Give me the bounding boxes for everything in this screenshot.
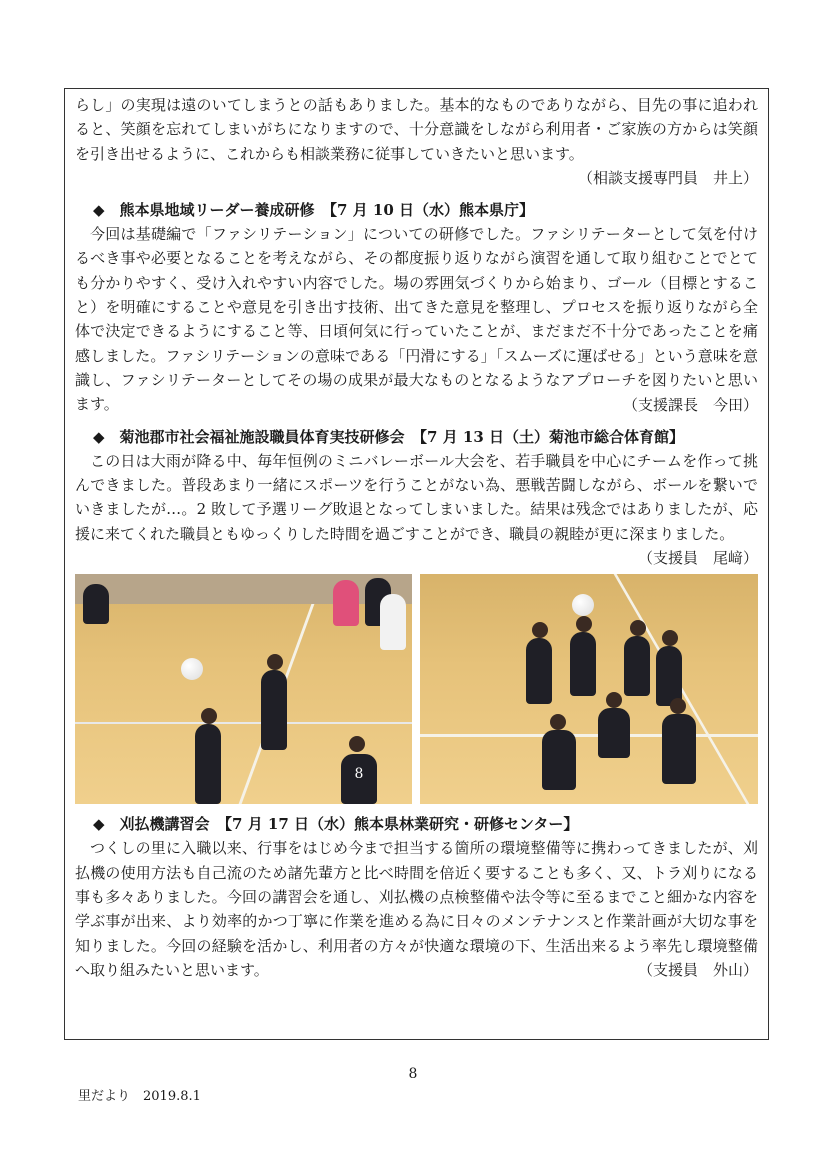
volleyball-game-photo (75, 574, 412, 804)
player-head (630, 620, 646, 636)
player (195, 724, 221, 804)
player-head (349, 736, 365, 752)
section-body-leader-training: 今回は基礎編で「ファシリテーション」についての研修でした。ファシリテーターとして気を付けるべき事や必要となることを考えながら、その都度振り返りながら演習を通して取り組むことでとても分かりやすく、受け入れやすい内容でした。場の雰囲気づくりから始まり、ゴール（目標とすること）を明確にすることや意見を引き出す技術、出てきた意見を整理し、プロセスを振り返りながら全体で決定できるようにすること等、日頃何気に行っていたことが、まだまだ不十分であったことを痛感しました。ファシリテーションの意味である「円滑にする」「スムーズに運ばせる」という意味を意識し、ファシリテーターとしてその場の成果が最大なものとなるようなアプローチを図りたいと思います。 (75, 225, 758, 414)
volleyball-photos (75, 574, 758, 804)
player (380, 594, 406, 650)
player-head (267, 654, 283, 670)
intro-paragraph: らし」の実現は遠のいてしまうとの話もありました。基本的なものでありながら、目先の事に追われると、笑顔を忘れてしまいがちになりますので、十分意識をしながら利用者・ご家族の方からは笑顔を引き出せるように、これからも相談業務に従事していきたいと思います。 (75, 96, 758, 163)
player (542, 730, 576, 790)
player-head (576, 616, 592, 632)
player-head (662, 630, 678, 646)
section-body-brushcutter-course: つくしの里に入職以来、行事をはじめ今まで担当する箇所の環境整備等に携わってきましたが、刈払機の使用方法も自己流のため諸先輩方と比べ時間を倍近く要することも多く、又、トラ刈りになる事も多々ありました。今回の講習会を通し、刈払機の点検整備や法令等に至るまでこと細かな内容を学ぶ事が出来、より効率的かつ丁寧に作業を進める為に日々のメンテナンスと作業計画が大切な事を知りました。今回の経験を活かし、利用者の方々が快適な環境の下、生活出来るよう率先し環境整備へ取り組みたいと思います。 (75, 839, 758, 979)
team-photo (420, 574, 758, 804)
player-head (670, 698, 686, 714)
section-signature-sports-training: （支援員 尾﨑） (637, 549, 758, 568)
page-number: 8 (408, 1066, 418, 1082)
section-heading-brushcutter-course: ◆ 刈払機講習会 【7 月 17 日（水）熊本県林業研究・研修センター】 (93, 815, 579, 834)
player-head (606, 692, 622, 708)
player (261, 670, 287, 750)
player (333, 580, 359, 626)
gym-wall (75, 574, 412, 604)
player (526, 638, 552, 704)
player-head (532, 622, 548, 638)
player-head (550, 714, 566, 730)
article-frame (64, 88, 769, 1040)
player (570, 632, 596, 696)
article-content (75, 93, 758, 982)
volleyball (181, 658, 203, 680)
volleyball (572, 594, 594, 616)
player (83, 584, 109, 624)
section-signature-leader-training: （支援課長 今田） (622, 395, 758, 414)
player-number-8: 8 (341, 754, 377, 804)
section-heading-leader-training: ◆ 熊本県地域リーダー養成研修 【7 月 10 日（水）熊本県庁】 (93, 201, 535, 220)
player (662, 714, 696, 784)
player (598, 708, 630, 758)
intro-signature: （相談支援専門員 井上） (577, 168, 758, 187)
player (656, 646, 682, 706)
volleyball-net (75, 722, 412, 724)
player (624, 636, 650, 696)
section-body-sports-training: この日は大雨が降る中、毎年恒例のミニバレーボール大会を、若手職員を中心にチームを作って挑んできました。普段あまり一緒にスポーツを行うことがない為、悪戦苦闘しながら、ボールを繋いでいきましたが…。2 敗して予選リーグ敗退となってしまいました。結果は残念ではありましたが、応援に来てくれた職員ともゆっくりした時間を過ごすことができ、職員の親睦が更に深まりました。 (75, 451, 758, 543)
section-heading-sports-training: ◆ 菊池郡市社会福祉施設職員体育実技研修会 【7 月 13 日（土）菊池市総合体育館】 (93, 427, 685, 446)
footer-publication: 里だより 2019.8.1 (78, 1089, 201, 1104)
section-signature-brushcutter-course: （支援員 外山） (637, 961, 758, 980)
